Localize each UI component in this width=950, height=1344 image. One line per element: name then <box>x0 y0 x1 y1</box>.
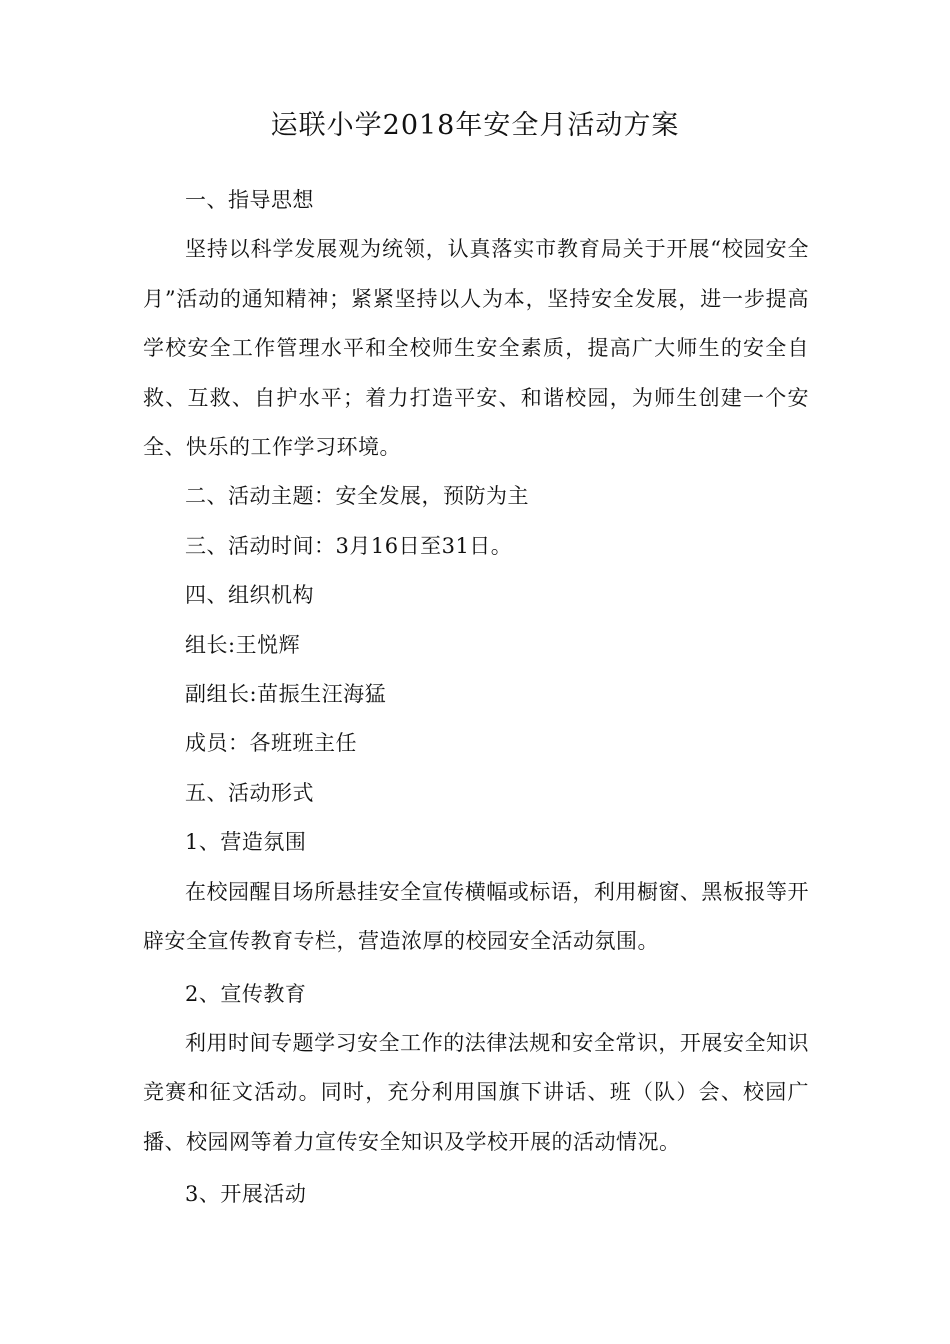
section-4-leader: 组长:王悦辉 <box>185 632 301 657</box>
section-5-3-heading: 3、开展活动 <box>185 1182 307 1207</box>
section-3-time: 三、活动时间：3月16日至31日。 <box>185 533 513 558</box>
section-1-heading: 一、指导思想 <box>185 188 314 212</box>
section-4-heading: 四、组织机构 <box>185 583 314 608</box>
document-title: 运联小学2018年安全月活动方案 <box>270 110 680 141</box>
section-5-2-heading: 2、宣传教育 <box>185 981 307 1006</box>
document-body <box>143 176 809 1220</box>
section-5-1-heading: 1、营造氛围 <box>185 830 307 855</box>
section-1-body: 坚持以科学发展观为统领，认真落实市教育局关于开展“校园安全月”活动的通知精神；紧紧坚持以人为本，坚持安全发展，进一步提高学校安全工作管理水平和全校师生安全素质，提高广大师生的安全自救、互救、自护水平；着力打造平安、和谐校园，为师生创建一个安全、快乐的工作学习环境。 <box>143 237 809 460</box>
section-5-2-body: 利用时间专题学习安全工作的法律法规和安全常识，开展安全知识竞赛和征文活动。同时，充分利用国旗下讲话、班（队）会、校园广播、校园网等着力宣传安全知识及学校开展的活动情况。 <box>143 1030 809 1154</box>
section-2-theme: 二、活动主题：安全发展，预防为主 <box>185 484 529 509</box>
section-5-1-body: 在校园醒目场所悬挂安全宣传横幅或标语，利用橱窗、黑板报等开辟安全宣传教育专栏，营造浓厚的校园安全活动氛围。 <box>143 879 809 954</box>
section-5-heading: 五、活动形式 <box>185 780 314 805</box>
section-4-members: 成员：各班班主任 <box>185 731 357 756</box>
section-4-deputy: 副组长:苗振生汪海猛 <box>185 682 387 707</box>
